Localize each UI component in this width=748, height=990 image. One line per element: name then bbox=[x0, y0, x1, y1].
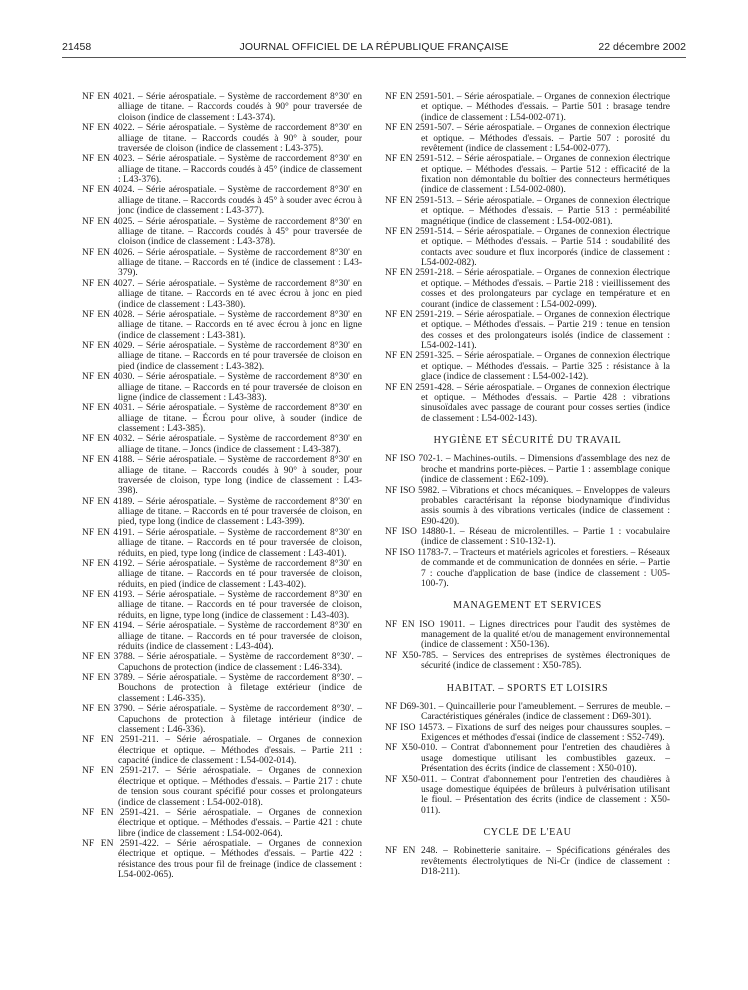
section-heading: HYGIÈNE ET SÉCURITÉ DU TRAVAIL bbox=[433, 435, 622, 446]
standard-entry: NF EN 4024. – Série aérospatiale. – Système de raccordement 8°30' en alliage de titane. – Raccords coudés à 45° à souder avec écrou à jonc (indice de classement : L43-377). bbox=[82, 185, 362, 217]
standard-entry: NF EN 2591-428. – Série aérospatiale. – Organes de connexion électrique et optique. – Méthodes d'essais. – Partie 428 : vibrations sinusoïdales avec passage de courant pour cosses serties (indice de classement : L54-002-143). bbox=[385, 382, 670, 424]
header-rule bbox=[62, 57, 686, 58]
standard-entry: NF EN 4188. – Série aérospatiale. – Système de raccordement 8°30' en alliage de titane. – Raccords coudés à 90° à souder, pour traversée de cloison, type long (indice de classement : L43-398). bbox=[82, 455, 362, 497]
standard-entry: NF ISO 5982. – Vibrations et chocs mécaniques. – Enveloppes de valeurs probables caractérisant la réponse biodynamique d'individus assis soumis à des vibrations verticales (indice de classement : E90-420). bbox=[385, 485, 670, 527]
section-heading: MANAGEMENT ET SERVICES bbox=[453, 600, 602, 612]
page-number: 21458 bbox=[62, 41, 92, 53]
section-heading: CYCLE DE L'EAU bbox=[483, 827, 572, 838]
standard-entry: NF EN 3789. – Série aérospatiale. – Système de raccordement 8°30'. – Bouchons de protection à filetage extérieur (indice de classement : L46-335). bbox=[82, 673, 362, 704]
standard-entry: NF EN 4193. – Série aérospatiale. – Système de raccordement 8°30' en alliage de titane. – Raccords en té pour traversée de cloison, réduits, en ligne, type long (indice de classement : L43-403). bbox=[82, 590, 362, 621]
standard-entry: NF EN 2591-507. – Série aérospatiale. – Organes de connexion électrique et optique. – Méthodes d'essais. – Partie 507 : porosité du revêtement (indice de classement : L54-002-077). bbox=[385, 123, 670, 154]
section-heading: HABITAT. – SPORTS ET LOISIRS bbox=[446, 682, 609, 694]
standard-entry: NF EN 248. – Robinetterie sanitaire. – Spécifications générales des revêtements électrolytiques de Ni-Cr (indice de classement : D18-211). bbox=[385, 846, 670, 878]
standard-entry: NF EN 4031. – Série aérospatiale. – Système de raccordement 8°30' en alliage de titane. – Écrou pour olive, à souder (indice de classement : L43-385). bbox=[82, 403, 362, 434]
standard-entry: NF ISO 14880-1. – Réseau de microlentilles. – Partie 1 : vocabulaire (indice de classement : S10-132-1). bbox=[385, 527, 670, 548]
standard-entry: NF EN 2591-514. – Série aérospatiale. – Organes de connexion électrique et optique. – Méthodes d'essais. – Partie 514 : soudabilité des contacts avec soudure et flux incorporés (indice de classement : L54-002-082). bbox=[385, 226, 670, 268]
standard-entry: NF EN 3788. – Série aérospatiale. – Système de raccordement 8°30'. – Capuchons de protection (indice de classement : L46-334). bbox=[82, 652, 362, 673]
standard-entry: NF EN 4194. – Série aérospatiale. – Système de raccordement 8°30' en alliage de titane. – Raccords en té pour traversée de cloison, réduits (indice de classement : L43-404). bbox=[82, 621, 362, 652]
right-column bbox=[385, 92, 670, 878]
left-column bbox=[82, 92, 362, 881]
standard-entry: NF ISO 702-1. – Machines-outils. – Dimensions d'assemblage des nez de broche et mandrins porte-pièces. – Partie 1 : assemblage conique (indice de classement : E62-109). bbox=[385, 454, 670, 486]
standard-entry: NF EN ISO 19011. – Lignes directrices pour l'audit des systèmes de management de la qualité et/ou de management environnemental (indice de classement : X50-136). bbox=[385, 619, 670, 651]
standard-entry: NF EN 4021. – Série aérospatiale. – Système de raccordement 8°30' en alliage de titane. – Raccords coudés à 90° pour traversée de cloison (indice de classement : L43-374). bbox=[82, 92, 362, 123]
standard-entry: NF EN 2591-422. – Série aérospatiale. – Organes de connexion électrique et optique. – Méthodes d'essais. – Partie 422 : résistance des trous pour fil de freinage (indice de classement : L54-002-065). bbox=[82, 839, 362, 881]
standard-entry: NF EN 4030. – Série aérospatiale. – Système de raccordement 8°30' en alliage de titane. – Raccords en té pour traversée de cloison en ligne (indice de classement : L43-383). bbox=[82, 372, 362, 403]
standard-entry: NF EN 2591-512. – Série aérospatiale. – Organes de connexion électrique et optique. – Méthodes d'essais. – Partie 512 : efficacité de la fixation non démontable du boîtier des connecteurs hermétiques (indice de classement : L54-002-080). bbox=[385, 154, 670, 196]
standard-entry: NF EN 3790. – Série aérospatiale. – Système de raccordement 8°30'. – Capuchons de protection à filetage intérieur (indice de classement : L46-336). bbox=[82, 704, 362, 735]
standard-entry: NF EN 4025. – Série aérospatiale. – Système de raccordement 8°30' en alliage de titane. – Raccords coudés à 45° pour traversée de cloison (indice de classement : L43-378). bbox=[82, 216, 362, 248]
standard-entry: NF EN 4032. – Série aérospatiale. – Système de raccordement 8°30' en alliage de titane. – Joncs (indice de classement : L43-387). bbox=[82, 434, 362, 455]
standard-entry: NF D69-301. – Quincaillerie pour l'ameublement. – Serrures de meuble. – Caractéristiques générales (indice de classement : D69-301). bbox=[385, 701, 670, 723]
standard-entry: NF EN 2591-211. – Série aérospatiale. – Organes de connexion électrique et optique. – Méthodes d'essais. – Partie 211 : capacité (indice de classement : L54-002-014). bbox=[82, 735, 362, 766]
standard-entry: NF EN 4189. – Série aérospatiale. – Système de raccordement 8°30' en alliage de titane. – Raccords en té pour traversée de cloison, en pied, type long (indice de classement : L43-399). bbox=[82, 496, 362, 528]
standard-entry: NF EN 2591-218. – Série aérospatiale. – Organes de connexion électrique et optique. – Méthodes d'essais. – Partie 218 : vieillissement des cosses et des prolongateurs par cyclage en température et en courant (indice de classement : L54-002-099). bbox=[385, 268, 670, 310]
publication-date: 22 décembre 2002 bbox=[598, 41, 686, 53]
standard-entry: NF EN 4027. – Série aérospatiale. – Système de raccordement 8°30' en alliage de titane. – Raccords en té avec écrou à jonc en pied (indice de classement : L43-380). bbox=[82, 278, 362, 310]
standard-entry: NF ISO 14573. – Fixations de surf des neiges pour chaussures souples. – Exigences et méthodes d'essai (indice de classement : S52-749). bbox=[385, 722, 670, 743]
standard-entry: NF EN 2591-219. – Série aérospatiale. – Organes de connexion électrique et optique. – Méthodes d'essais. – Partie 219 : tenue en tension des cosses et des prolongateurs isolés (indice de classement : L54-002-141). bbox=[385, 309, 670, 351]
standard-entry: NF EN 4029. – Série aérospatiale. – Système de raccordement 8°30' en alliage de titane. – Raccords en té pour traversée de cloison en pied (indice de classement : L43-382). bbox=[82, 341, 362, 372]
page-header bbox=[62, 41, 686, 55]
standard-entry: NF X50-010. – Contrat d'abonnement pour l'entretien des chaudières à usage domestique utilisant les combustibles gazeux. – Présentation des écrits (indice de classement : X50-010). bbox=[385, 743, 670, 775]
standard-entry: NF ISO 11783-7. – Tracteurs et matériels agricoles et forestiers. – Réseaux de commande et de communication de données en série. – Partie 7 : couche d'application de base (indice de classement : U05-100-7). bbox=[385, 547, 670, 589]
standard-entry: NF EN 2591-421. – Série aérospatiale. – Organes de connexion électrique et optique. – Méthodes d'essais. – Partie 421 : chute libre (indice de classement : L54-002-064). bbox=[82, 807, 362, 839]
journal-title: JOURNAL OFFICIEL DE LA RÉPUBLIQUE FRANÇAISE bbox=[239, 41, 509, 53]
standard-entry: NF EN 4028. – Série aérospatiale. – Système de raccordement 8°30' en alliage de titane. – Raccords en té avec écrou à jonc en ligne (indice de classement : L43-381). bbox=[82, 309, 362, 341]
standard-entry: NF EN 2591-513. – Série aérospatiale. – Organes de connexion électrique et optique. – Méthodes d'essais. – Partie 513 : perméabilité magnétique (indice de classement : L54-002-081). bbox=[385, 195, 670, 227]
standard-entry: NF X50-785. – Services des entreprises de systèmes électroniques de sécurité (indice de classement : X50-785). bbox=[385, 650, 670, 672]
standard-entry: NF EN 4022. – Série aérospatiale. – Système de raccordement 8°30' en alliage de titane. – Raccords coudés à 90° à souder, pour traversée de cloison (indice de classement : L43-375). bbox=[82, 123, 362, 154]
standard-entry: NF EN 4026. – Série aérospatiale. – Système de raccordement 8°30' en alliage de titane. – Raccords en té (indice de classement : L43-379). bbox=[82, 247, 362, 279]
standard-entry: NF EN 2591-501. – Série aérospatiale. – Organes de connexion électrique et optique. – Méthodes d'essais. – Partie 501 : brasage tendre (indice de classement : L54-002-071). bbox=[385, 92, 670, 123]
standard-entry: NF EN 2591-325. – Série aérospatiale. – Organes de connexion électrique et optique. – Méthodes d'essais. – Partie 325 : résistance à la glace (indice de classement : L54-002-142). bbox=[385, 351, 670, 383]
standard-entry: NF EN 4023. – Série aérospatiale. – Système de raccordement 8°30' en alliage de titane. – Raccords coudés à 45° (indice de classement : L43-376). bbox=[82, 154, 362, 185]
standard-entry: NF EN 2591-217. – Série aérospatiale. – Organes de connexion électrique et optique. – Méthodes d'essais. – Partie 217 : chute de tension sous courant spécifié pour cosses et prolongateurs (indice de classement : L54-002-018). bbox=[82, 766, 362, 808]
standard-entry: NF EN 4191. – Série aérospatiale. – Système de raccordement 8°30' en alliage de titane. – Raccords en té pour traversée de cloison, réduits, en pied, type long (indice de classement : L43-401). bbox=[82, 527, 362, 559]
standard-entry: NF EN 4192. – Série aérospatiale. – Système de raccordement 8°30' en alliage de titane. – Raccords en té pour traversée de cloison, réduits, en pied (indice de classement : L43-402). bbox=[82, 558, 362, 590]
standard-entry: NF X50-011. – Contrat d'abonnement pour l'entretien des chaudières à usage domestique équipées de brûleurs à pulvérisation utilisant le fioul. – Présentation des écrits (indice de classement : X50-011). bbox=[385, 774, 670, 816]
